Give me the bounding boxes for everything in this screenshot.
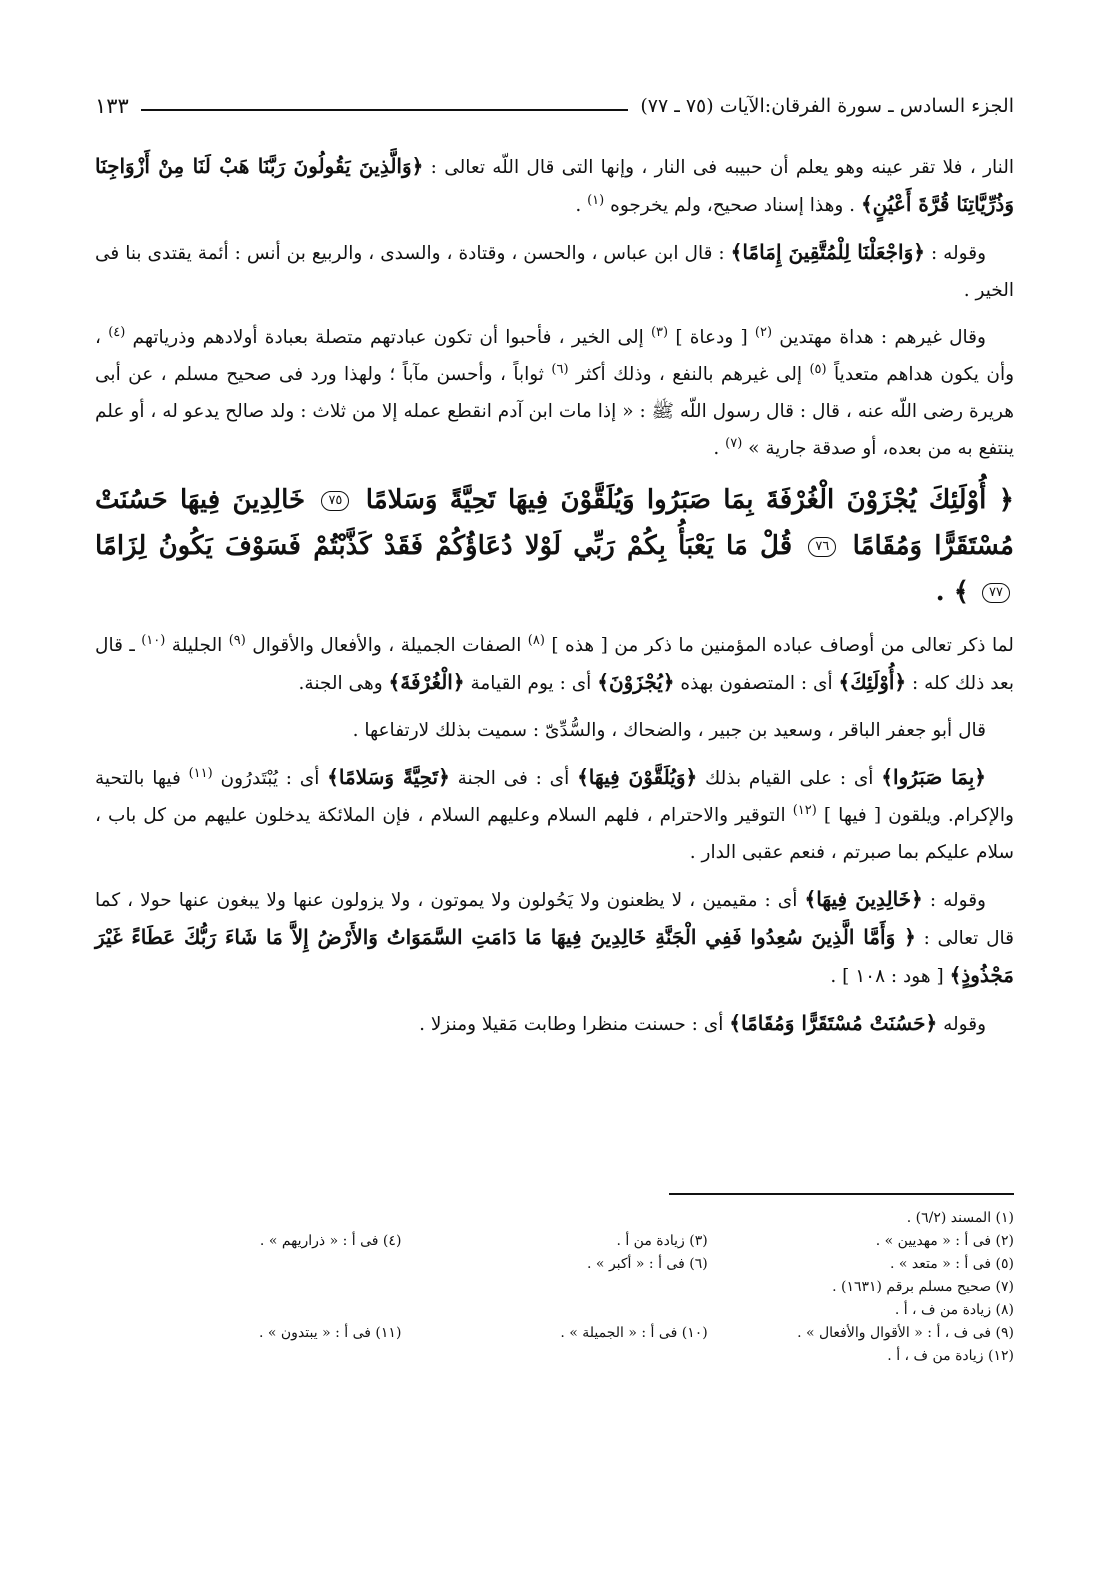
text: وقال غيرهم : هداة مهتدين xyxy=(779,327,986,348)
paragraph-2 xyxy=(95,234,1014,309)
footnote-ref: (٨) xyxy=(527,632,545,648)
footnote-ref: (٩) xyxy=(228,632,246,648)
footnote-4: (٤) فى أ : « ذراريهم » . xyxy=(259,1233,402,1249)
text: فيها بالتحية والإكرام. ويلقون [ فيها ] xyxy=(95,768,1014,826)
footnote-ref: (١١) xyxy=(188,765,213,781)
ayah-number-marker: ٧٥ xyxy=(321,491,349,511)
paragraph-8 xyxy=(95,1005,1014,1043)
paragraph-6 xyxy=(95,759,1014,871)
footnote-7: (٧) صحيح مسلم برقم (١٦٣١) . xyxy=(832,1279,1014,1295)
footnote-row xyxy=(95,1299,1014,1322)
quran-quote: ﴿حَسُنَتْ مُسْتَقَرًّا وَمُقَامًا﴾ xyxy=(729,1011,938,1035)
text: وقوله xyxy=(943,1014,986,1035)
footnote-ref: (٦) xyxy=(551,361,569,377)
footnote-row xyxy=(95,1322,1014,1345)
header-rule xyxy=(141,109,629,111)
text: وقوله : xyxy=(929,890,986,911)
footnote-10: (١٠) فى أ : « الجميلة » . xyxy=(560,1325,708,1341)
quran-quote: ﴿خَالِدِينَ فِيهَا﴾ xyxy=(804,887,923,911)
paragraph-4 xyxy=(95,627,1014,702)
quran-quote: ﴿أُوْلَئِكَ﴾ xyxy=(838,670,907,694)
text: وهى الجنة. xyxy=(298,673,383,694)
text: ، وأن يكون هداهم متعدياً xyxy=(95,327,1015,385)
footnote-ref: (١٠) xyxy=(141,632,166,648)
text: أى : فى الجنة xyxy=(457,768,570,789)
footnote-ref: (٥) xyxy=(809,361,827,377)
footnote-row xyxy=(95,1230,1014,1253)
quran-verse-block xyxy=(95,477,1014,615)
verse-text: أُوْلَئِكَ يُجْزَوْنَ الْغُرْفَةَ بِمَا صَبَرُوا وَيُلَقَّوْنَ فِيهَا تَحِيَّةً وَسَلامًا xyxy=(365,485,987,515)
footnote-1: (١) المسند (٦/٢) . xyxy=(906,1210,1014,1226)
ornate-bracket: ﴿ xyxy=(998,485,1014,515)
footnote-ref: (١) xyxy=(587,192,605,208)
text: [ هود : ١٠٨ ] . xyxy=(830,966,944,987)
footnote-11: (١١) فى أ : « يبتدون » . xyxy=(258,1325,402,1341)
text: ثواباً ، وأحسن مآباً ؛ ولهذا ورد فى صحيح مسلم ، عن أبى هريرة رضى اللّه عنه ، قال : قال رسول اللّه ﷺ : « إذا مات ابن آدم انقطع عمله إلا من ثلاث : ولد صالح يدعو له ، أو علم ينتفع به من بعده، أو صدقة جارية » xyxy=(95,364,1014,459)
quran-quote: ﴿يُجْزَوْنَ﴾ xyxy=(597,670,675,694)
footnote-ref: (٣) xyxy=(650,324,669,340)
footnote-row xyxy=(95,1253,1014,1276)
quran-quote: ﴿وَيُلَقَّوْنَ فِيهَا﴾ xyxy=(577,765,698,789)
text: ـ قال بعد ذلك كله : xyxy=(95,635,1014,694)
verse-text: قُلْ مَا يَعْبَأُ بِكُمْ رَبِّي لَوْلا دُعَاؤُكُمْ فَقَدْ كَذَّبْتُمْ فَسَوْفَ يَكُونُ لِزَامًا xyxy=(95,531,793,561)
text: أى : يُبْتَدرُون xyxy=(220,768,320,789)
paragraph-3 xyxy=(95,319,1014,467)
running-title: الجزء السادس ـ سورة الفرقان:الآيات (٧٥ ـ ٧٧) xyxy=(640,95,1014,117)
ayah-number-marker: ٧٧ xyxy=(982,583,1010,603)
text: أى : على القيام بذلك xyxy=(705,768,874,789)
page-header xyxy=(95,86,1014,126)
paragraph-7 xyxy=(95,881,1014,995)
text: أى : حسنت منظرا وطابت مَقيلا ومنزلا . xyxy=(419,1014,724,1035)
page-number: ١٣٣ xyxy=(95,94,129,118)
text: . xyxy=(575,195,582,216)
footnote-3: (٣) زيادة من أ . xyxy=(616,1233,708,1249)
quran-quote: ﴿وَاجْعَلْنَا لِلْمُتَّقِينَ إِمَامًا﴾ xyxy=(730,240,925,264)
text: أى : المتصفون بهذه xyxy=(680,673,833,694)
quran-quote: ﴿بِمَا صَبَرُوا﴾ xyxy=(881,765,987,789)
ornate-bracket: ﴾ . xyxy=(935,577,969,607)
footnote-row xyxy=(95,1207,1014,1230)
footnote-row xyxy=(95,1345,1014,1368)
text: لما ذكر تعالى من أوصاف عباده المؤمنين ما ذكر من [ هذه ] xyxy=(551,635,1014,656)
text: الجليلة xyxy=(171,635,223,656)
paragraph-5 xyxy=(95,712,1014,749)
footnote-separator xyxy=(669,1193,1014,1195)
quran-quote: ﴿تَحِيَّةً وَسَلامًا﴾ xyxy=(327,765,450,789)
footnote-ref: (١٢) xyxy=(792,802,817,818)
text: التوقير والاحترام ، فلهم السلام وعليهم السلام ، فإن الملائكة يدخلون عليهم من كل باب ، سلام عليكم بما صبرتم ، فنعم عقبى الدار . xyxy=(95,805,1014,863)
footnote-2: (٢) فى أ : « مهديين » . xyxy=(875,1233,1014,1249)
footnote-row xyxy=(95,1276,1014,1299)
text: وقوله : xyxy=(930,243,987,264)
text: . xyxy=(713,438,720,459)
text: . وهذا إسناد صحيح، ولم يخرجوه xyxy=(610,195,856,216)
footnote-6: (٦) فى أ : « أكبر » . xyxy=(587,1256,708,1272)
paragraph-1 xyxy=(95,148,1014,224)
text: إلى الخير ، فأحبوا أن تكون عبادتهم متصلة بعبادة أولادهم وذرياتهم xyxy=(132,327,644,348)
footnote-12: (١٢) زيادة من ف ، أ . xyxy=(887,1348,1014,1364)
text: النار ، فلا تقر عينه وهو يعلم أن حبيبه فى النار ، وإنها التى قال اللّه تعالى : xyxy=(430,157,1015,178)
quran-quote: ﴿وَالَّذِينَ يَقُولُونَ رَبَّنَا هَبْ لَنَا مِنْ أَزْوَاجِنَا وَذُرِّيَّاتِنَا قُرَّةَ أَعْيُنٍ﴾ xyxy=(95,154,1014,216)
text: أى : يوم القيامة xyxy=(470,673,592,694)
text: الصفات الجميلة ، والأفعال والأقوال xyxy=(252,635,522,656)
ayah-number-marker: ٧٦ xyxy=(808,537,836,557)
page-body xyxy=(95,148,1014,1053)
verse-text: خَالِدِينَ فِيهَا حَسُنَتْ مُسْتَقَرًّا وَمُقَامًا xyxy=(95,485,1014,561)
text: إلى غيرهم بالنفع ، وذلك أكثر xyxy=(575,364,803,385)
text: قال أبو جعفر الباقر ، وسعيد بن جبير ، والضحاك ، والسُّدِّىّ : سميت بذلك لارتفاعها . xyxy=(352,720,986,741)
text: : قال ابن عباس ، والحسن ، وقتادة ، والسدى ، والربيع بن أنس : أئمة يقتدى بنا فى الخير . xyxy=(95,243,1014,301)
quran-quote: ﴿الْغُرْفَةَ﴾ xyxy=(388,670,465,694)
footnotes xyxy=(95,1207,1014,1368)
footnote-ref: (٤) xyxy=(108,324,126,340)
text: أى : مقيمين ، لا يظعنون ولا يَحُولون ولا يموتون ، ولا يزولون عنها ولا يبغون عنها حولا ، كما قال تعالى : xyxy=(95,890,1014,949)
footnote-5: (٥) فى أ : « متعد » . xyxy=(890,1256,1014,1272)
quran-quote: ﴿ وَأَمَّا الَّذِينَ سُعِدُوا فَفِي الْجَنَّةِ خَالِدِينَ فِيهَا مَا دَامَتِ السَّمَوَاتُ وَالأَرْضُ إِلاَّ مَا شَاءَ رَبُّكَ عَطَاءً غَيْرَ مَجْذُوذٍ﴾ xyxy=(95,925,1014,987)
footnote-8: (٨) زيادة من ف ، أ . xyxy=(894,1302,1014,1318)
text: [ ودعاة ] xyxy=(675,327,748,348)
footnote-9: (٩) فى ف ، أ : « الأقوال والأفعال » . xyxy=(797,1325,1014,1341)
footnote-ref: (٧) xyxy=(725,435,743,451)
footnote-ref: (٢) xyxy=(754,324,773,340)
